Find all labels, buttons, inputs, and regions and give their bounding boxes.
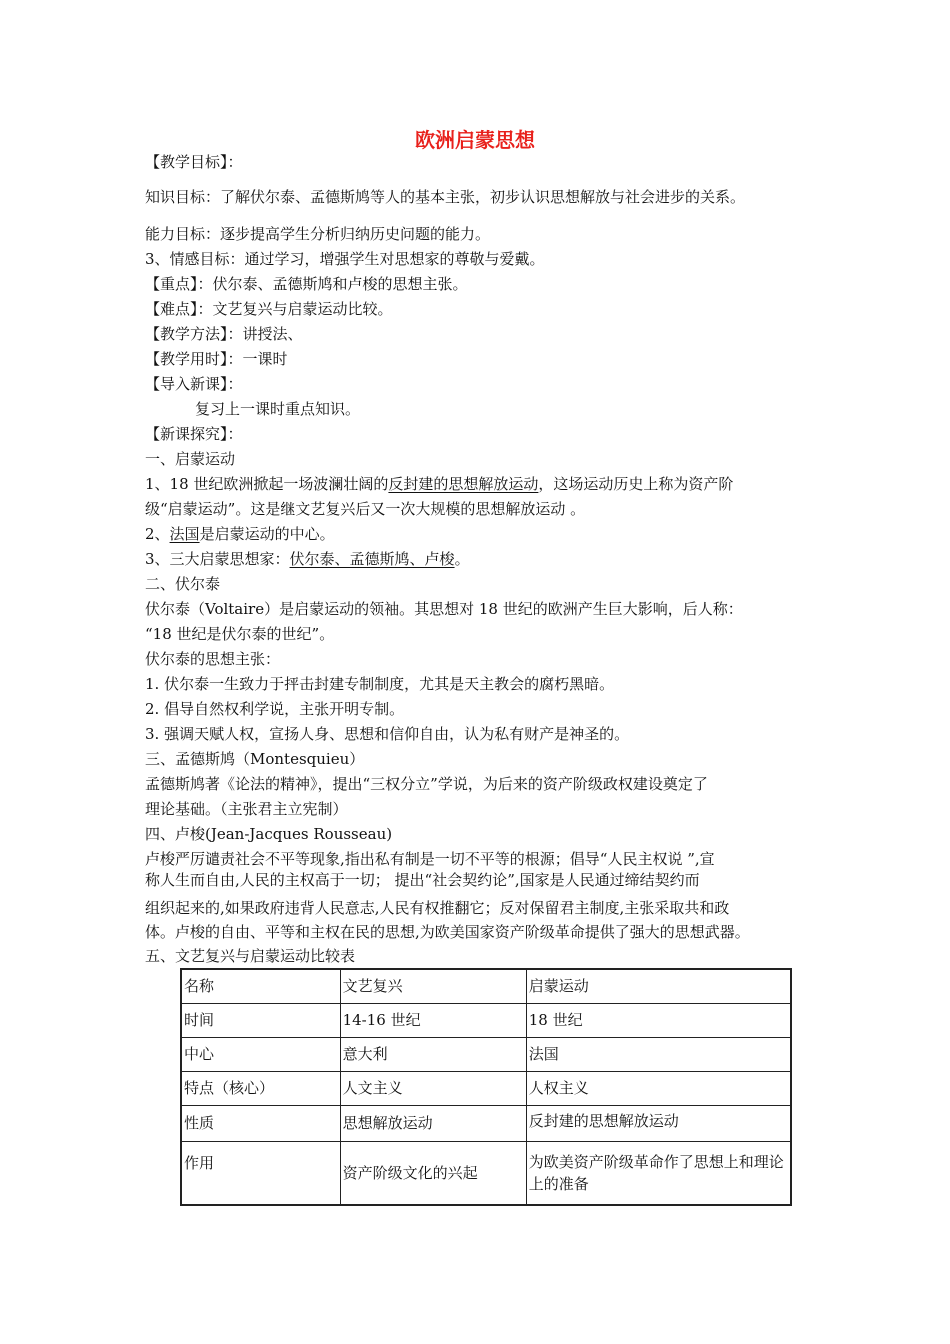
table-header-cell: 文艺复兴 <box>340 969 526 1003</box>
table-cell: 性质 <box>181 1105 340 1141</box>
section-voltaire: 二、伏尔泰 <box>145 575 221 593</box>
enlightenment-point-1b: 级“启蒙运动”。这是继文艺复兴后又一次大规模的思想解放运动 。 <box>145 500 586 518</box>
table-row <box>181 1037 791 1071</box>
page-title: 欧洲启蒙思想 <box>415 128 535 152</box>
voltaire-para-1: 伏尔泰（Voltaire）是启蒙运动的领袖。其思想对 18 世纪的欧洲产生巨大影响，后人称： <box>145 600 743 618</box>
text-segment: 3、三大启蒙思想家： <box>145 550 290 568</box>
table-cell: 为欧美资产阶级革命作了思想上和理论上的准备 <box>526 1141 791 1205</box>
table-row <box>181 1003 791 1037</box>
knowledge-goal: 知识目标：了解伏尔泰、孟德斯鸠等人的基本主张，初步认识思想解放与社会进步的关系。 <box>145 188 746 206</box>
table-cell: 人权主义 <box>526 1071 791 1105</box>
difficult-point: 【难点】：文艺复兴与启蒙运动比较。 <box>145 300 393 318</box>
table-row <box>181 1141 791 1205</box>
montesquieu-para-2: 理论基础。（主张君主立宪制） <box>145 800 348 818</box>
underlined-text: 伏尔泰、孟德斯鸠、卢梭 <box>289 550 455 568</box>
text-segment: 是启蒙运动的中心。 <box>199 525 335 543</box>
text-segment: 。 <box>454 550 470 568</box>
section-enlightenment: 一、启蒙运动 <box>145 450 236 468</box>
key-point: 【重点】：伏尔泰、孟德斯鸠和卢梭的思想主张。 <box>145 275 468 293</box>
table-row <box>181 1071 791 1105</box>
table-row <box>181 1105 791 1141</box>
table-cell: 意大利 <box>340 1037 526 1071</box>
table-cell: 资产阶级文化的兴起 <box>340 1141 526 1205</box>
emotion-goal: 3、情感目标：通过学习，增强学生对思想家的尊敬与爱戴。 <box>145 250 545 268</box>
voltaire-ideas-heading: 伏尔泰的思想主张： <box>145 650 281 668</box>
section-montesquieu: 三、孟德斯鸠（Montesquieu） <box>145 750 365 768</box>
enlightenment-point-2 <box>145 524 825 544</box>
table-cell: 作用 <box>181 1141 340 1205</box>
table-cell: 反封建的思想解放运动 <box>526 1105 791 1141</box>
table-cell: 中心 <box>181 1037 340 1071</box>
table-header-cell: 启蒙运动 <box>526 969 791 1003</box>
voltaire-idea-3: 3. 强调天赋人权，宣扬人身、思想和信仰自由，认为私有财产是神圣的。 <box>145 725 630 743</box>
table-cell: 时间 <box>181 1003 340 1037</box>
table-header-cell: 名称 <box>181 969 340 1003</box>
explore-heading: 【新课探究】： <box>145 425 243 443</box>
intro-body: 复习上一课时重点知识。 <box>195 400 361 418</box>
enlightenment-point-1a <box>145 474 825 494</box>
teaching-method: 【教学方法】：讲授法、 <box>145 325 303 343</box>
rousseau-para-1: 卢梭严厉谴责社会不平等现象,指出私有制是一切不平等的根源；倡导“人民主权说 ”,宣 <box>145 850 715 868</box>
table-cell: 14-16 世纪 <box>340 1003 526 1037</box>
enlightenment-point-3 <box>145 549 825 569</box>
underlined-text: 法国 <box>169 525 200 543</box>
section-comparison: 五、文艺复兴与启蒙运动比较表 <box>145 947 356 965</box>
table-header-row <box>181 969 791 1003</box>
comparison-table <box>180 968 792 1206</box>
table-cell: 特点（核心） <box>181 1071 340 1105</box>
montesquieu-para-1: 孟德斯鸠著《论法的精神》，提出“三权分立”学说，为后来的资产阶级政权建设奠定了 <box>145 775 708 793</box>
voltaire-idea-2: 2. 倡导自然权利学说，主张开明专制。 <box>145 700 405 718</box>
table-cell: 法国 <box>526 1037 791 1071</box>
intro-heading: 【导入新课】： <box>145 375 243 393</box>
table-cell: 人文主义 <box>340 1071 526 1105</box>
section-rousseau: 四、卢梭(Jean-Jacques Rousseau) <box>145 825 393 843</box>
voltaire-idea-1: 1. 伏尔泰一生致力于抨击封建专制制度，尤其是天主教会的腐朽黑暗。 <box>145 675 615 693</box>
voltaire-para-2: “18 世纪是伏尔泰的世纪”。 <box>145 625 335 643</box>
rousseau-para-3: 组织起来的,如果政府违背人民意志,人民有权推翻它；反对保留君主制度,主张采取共和政 <box>145 899 730 917</box>
rousseau-para-4: 体。卢梭的自由、平等和主权在民的思想,为欧美国家资产阶级革命提供了强大的思想武器。 <box>145 923 750 941</box>
rousseau-para-2: 称人生而自由,人民的主权高于一切； 提出“社会契约论”,国家是人民通过缔结契约而 <box>145 871 700 889</box>
text-segment: ，这场运动历史上称为资产阶 <box>538 475 734 493</box>
table-cell: 思想解放运动 <box>340 1105 526 1141</box>
underlined-text: 反封建的思想解放运动 <box>388 475 539 493</box>
table-cell: 18 世纪 <box>526 1003 791 1037</box>
teaching-hours: 【教学用时】：一课时 <box>145 350 288 368</box>
text-segment: 2、 <box>145 525 170 543</box>
ability-goal: 能力目标：逐步提高学生分析归纳历史问题的能力。 <box>145 225 491 243</box>
teaching-goal-heading: 【教学目标】： <box>145 153 243 171</box>
text-segment: 1、18 世纪欧洲掀起一场波澜壮阔的 <box>145 475 389 493</box>
